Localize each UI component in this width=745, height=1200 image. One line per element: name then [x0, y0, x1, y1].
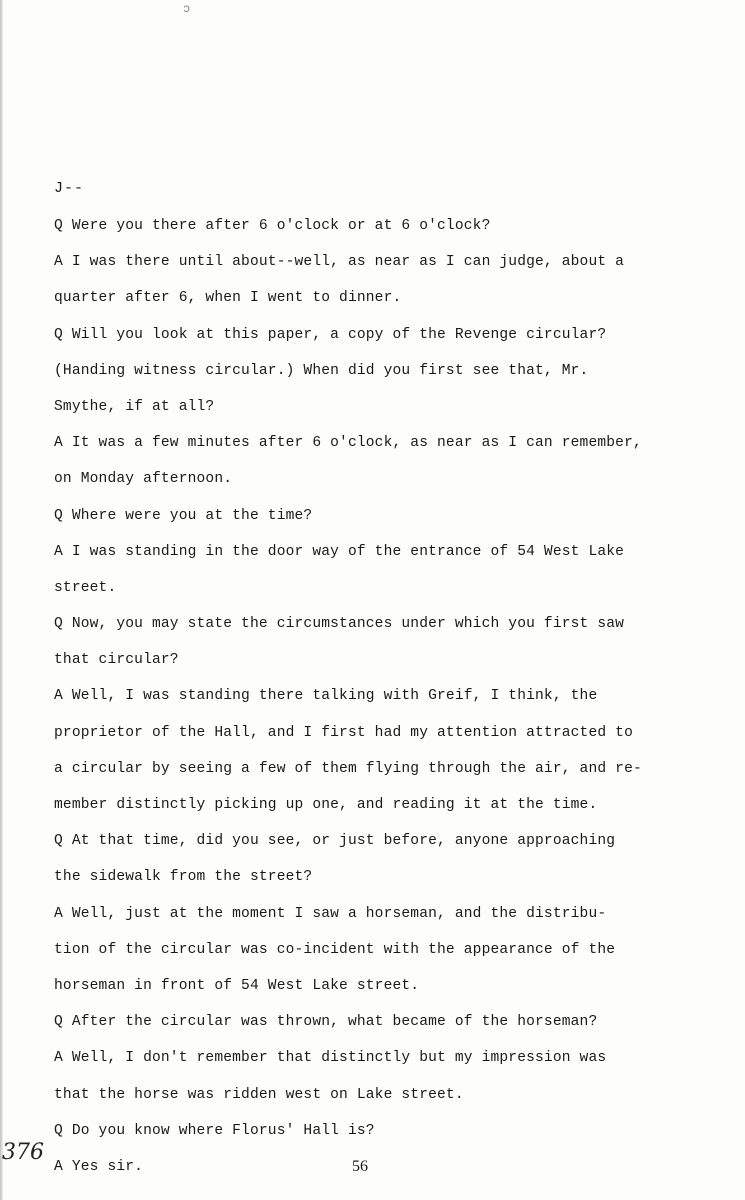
transcript-body	[54, 214, 734, 1191]
transcript-line: Q After the circular was thrown, what became of the horseman?	[54, 1014, 598, 1031]
transcript-line: Q Where were you at the time?	[54, 507, 313, 524]
transcript-line: A Well, I was standing there talking with Greif, I think, the	[54, 688, 598, 705]
section-mark: J--	[54, 180, 85, 197]
top-mark: ɔ	[183, 2, 191, 16]
transcript-line: A I was standing in the door way of the entrance of 54 West Lake	[54, 543, 625, 560]
transcript-line: member distinctly picking up one, and reading it at the time.	[54, 797, 598, 813]
transcript-line: (Handing witness circular.) When did you first see that, Mr.	[54, 362, 589, 379]
transcript-line: A It was a few minutes after 6 o'clock, as near as I can remember,	[54, 435, 642, 452]
handwritten-margin-note: 376	[2, 1140, 44, 1165]
transcript-line: Q At that time, did you see, or just before, anyone approaching	[54, 833, 616, 850]
page-number: 56	[352, 1158, 368, 1175]
transcript-line: A Yes sir.	[54, 1158, 144, 1175]
transcript-line: Smythe, if at all?	[54, 398, 215, 415]
transcript-line: that circular?	[54, 652, 179, 669]
transcript-line: A Well, I don't remember that distinctly but my impression was	[54, 1050, 607, 1067]
transcript-line: that the horse was ridden west on Lake street.	[54, 1086, 464, 1103]
transcript-line: Q Do you know where Florus' Hall is?	[54, 1122, 375, 1139]
transcript-line: a circular by seeing a few of them flying through the air, and re-	[54, 760, 642, 777]
transcript-line: Q Were you there after 6 o'clock or at 6 o'clock?	[54, 218, 491, 234]
transcript-line: on Monday afternoon.	[54, 471, 233, 488]
transcript-line: the sidewalk from the street?	[54, 869, 313, 886]
transcript-line: tion of the circular was co-incident with the appearance of the	[54, 941, 616, 958]
transcript-line: proprietor of the Hall, and I first had my attention attracted to	[54, 724, 633, 741]
binding-edge	[0, 0, 3, 1200]
transcript-line: A I was there until about--well, as near as I can judge, about a	[54, 254, 625, 271]
transcript-line: A Well, just at the moment I saw a horseman, and the distribu-	[54, 905, 607, 922]
transcript-line: Q Now, you may state the circumstances under which you first saw	[54, 616, 625, 633]
transcript-line: street.	[54, 579, 117, 596]
transcript-line: quarter after 6, when I went to dinner.	[54, 290, 402, 307]
transcript-line: horseman in front of 54 West Lake street.	[54, 977, 420, 994]
transcript-line: Q Will you look at this paper, a copy of the Revenge circular?	[54, 326, 607, 343]
